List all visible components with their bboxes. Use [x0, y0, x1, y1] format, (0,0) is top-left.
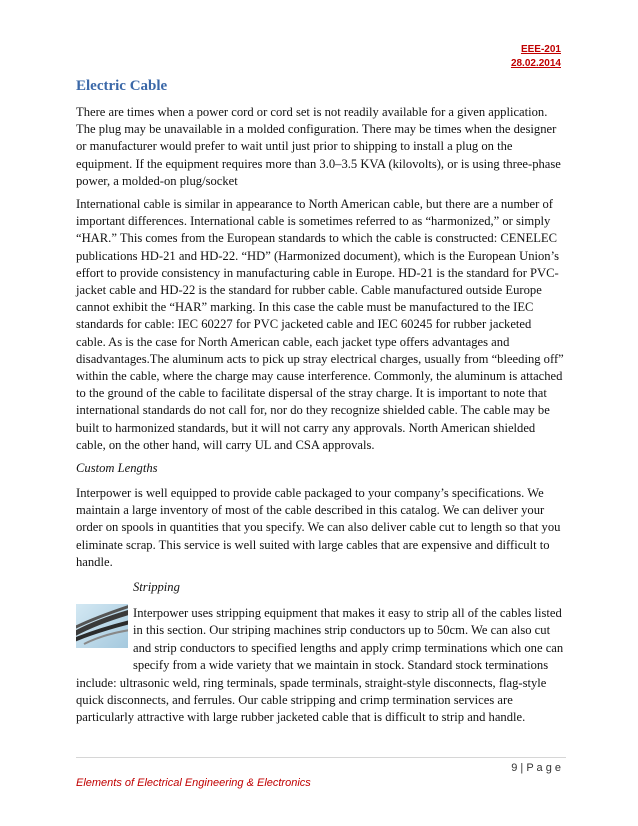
paragraph-4-line: quick disconnects, and ferrules. Our cable stripping and crimp termination services are — [76, 693, 513, 707]
header-date: 28.02.2014 — [510, 58, 561, 69]
paragraph-2-line: international standards do not call for, nor do they recognize shielded cable. The cable may be — [76, 403, 550, 418]
paragraph-3-line: maintain a large inventory of most of the cable described in this catalog. We can deliver your — [76, 503, 545, 518]
paragraph-1-line: or manufacturer would prefer to wait until just prior to shipping to install a plug on the — [76, 139, 513, 154]
paragraph-1-line: power, a molded-on plug/socket — [76, 173, 238, 188]
paragraph-1-line: equipment. If the equipment requires more than 3.0–3.5 KVA (kilovolts), or is using three-phase — [76, 156, 561, 171]
paragraph-2-line: cable. As is the case for North American cable, each jacket type offers advantages and — [76, 334, 510, 349]
paragraph-1-line: There are times when a power cord or cord set is not readily available for a given application. — [76, 105, 548, 119]
paragraph-4-line: include: ultrasonic weld, ring terminals, spade terminals, straight-style disconnects, flag-style — [76, 675, 547, 690]
paragraph-4-line: specify from a wide variety that we maintain in stock. Standard stock terminations — [133, 658, 549, 673]
paragraph-2-line: International cable is similar in appearance to North American cable, but there are a number of — [76, 197, 553, 211]
paragraph-3-line: eliminate scrap. This service is well suited with large cables that are expensive and difficult to — [76, 537, 550, 552]
paragraph-2-line: within the cable, where the charge may cause interference. Commonly, the aluminum is attached — [76, 369, 563, 383]
paragraph-1-line: The plug may be unavailable in a molded configuration. There may be times when the designer — [76, 122, 557, 137]
header-course-code: EEE-201 — [520, 44, 561, 55]
paragraph-3-line: handle. — [76, 554, 113, 569]
cable-photo — [76, 604, 128, 648]
paragraph-2-line: jacket cable and HD-22 is the standard for rubber cable. Cable manufactured outside Europe — [76, 283, 542, 297]
paragraph-2-line: built to harmonized standards, but it will not carry any approvals. North American shielded — [76, 420, 536, 435]
paragraph-2-line: disadvantages.The aluminum acts to pick up stray electrical charges, usually from “bleeding off” — [76, 351, 564, 366]
page-number: 9 | P a g e — [511, 762, 561, 774]
paragraph-2-line: effort to provide consistency in manufacturing cable in Europe. HD-21 is the standard for PVC- — [76, 265, 559, 280]
paragraph-2-line: to the ground of the cable to facilitate dispersal of the stray charge. It is important to note that — [76, 386, 547, 401]
paragraph-2-line: cannot exhibit the “HAR” marking. In this case the cable must be manufactured to the IEC — [76, 300, 534, 315]
footer-divider — [76, 757, 566, 758]
paragraph-2-line: important differences. International cable is sometimes referred to as “harmonized,” or simply — [76, 214, 551, 229]
subheading-custom-lengths: Custom Lengths — [76, 461, 158, 475]
paragraph-4-line: particularly attractive with large rubber jacketed cable that is difficult to strip and handle. — [76, 710, 526, 725]
paragraph-3-line: order on spools in quantities that you specify. We can also deliver cable cut to length so that you — [76, 520, 561, 535]
subheading-stripping: Stripping — [133, 580, 180, 594]
paragraph-4-line: and strip conductors to specified lengths and apply crimp terminations which one can — [133, 640, 564, 655]
paragraph-2-line: standards for cable: IEC 60227 for PVC jacketed cable and IEC 60245 for rubber jacketed — [76, 317, 532, 332]
paragraph-3-line: Interpower is well equipped to provide cable packaged to your company’s specifications. We — [76, 486, 544, 500]
paragraph-2-line: publications HD-21 and HD-22. “HD” (Harmonized document), which is the European Union’s — [76, 248, 559, 263]
footer-title: Elements of Electrical Engineering & Electronics — [76, 777, 311, 789]
section-title: Electric Cable — [76, 78, 168, 94]
paragraph-2-line: “HAR.” This comes from the European standards to which the cable is constructed: CENELEC — [76, 231, 558, 246]
paragraph-4-line: Interpower uses stripping equipment that makes it easy to strip all of the cables listed — [133, 606, 562, 620]
paragraph-4-line: in this section. Our striping machines strip conductors up to 50cm. We can also cut — [133, 623, 551, 638]
paragraph-2-line: cable, on the other hand, will carry UL and CSA approvals. — [76, 437, 375, 452]
